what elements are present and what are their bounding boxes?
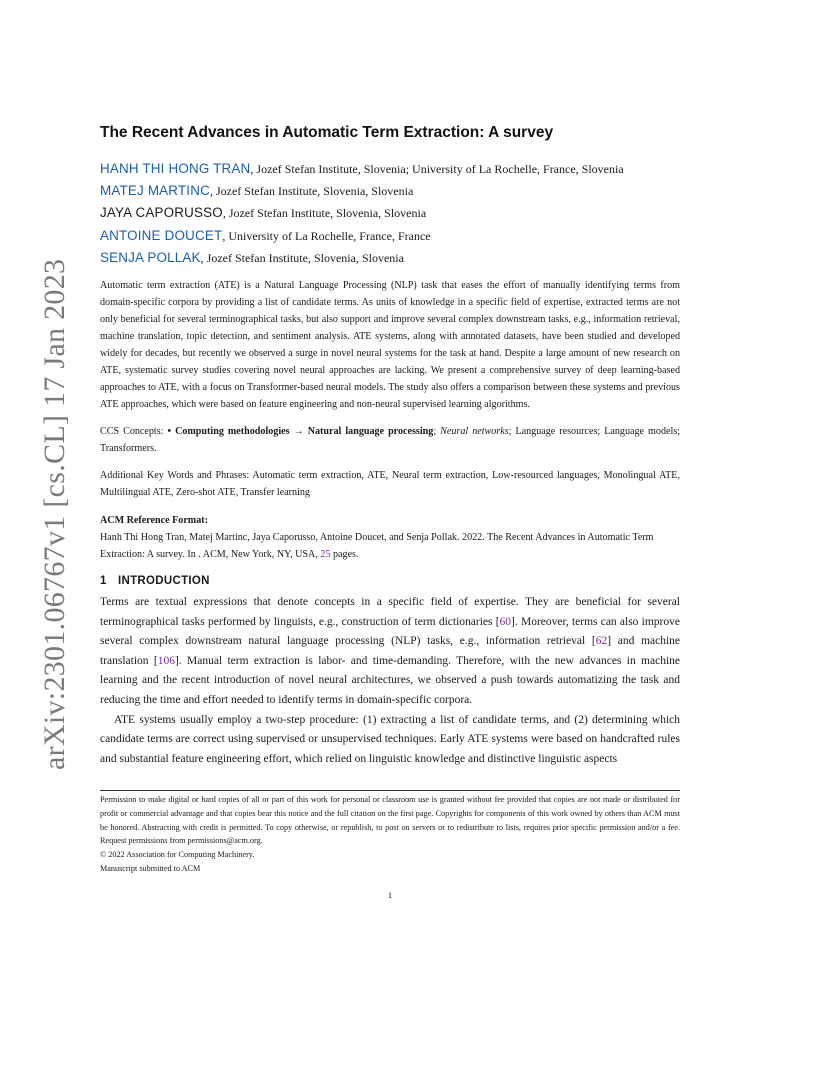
citation-link[interactable]: 60 [499,615,512,628]
ccs-concepts [100,423,680,457]
author-affiliation: , Jozef Stefan Institute, Slovenia; University of La Rochelle, France, Slovenia [250,162,624,176]
section-title: INTRODUCTION [118,575,210,588]
paper-front-matter [100,124,680,769]
body-text: ]. Moreover, terms can also improve several complex downstream natural language processing (NLP) tasks, e.g., information retrieval [ [100,615,680,648]
author-name: JAYA CAPORUSSO [100,205,223,221]
acm-reference-text-end: pages. [330,549,359,561]
ccs-separator: ; [433,426,441,438]
acm-reference-text: Hanh Thi Hong Tran, Matej Martinc, Jaya Caporusso, Antoine Doucet, and Senja Pollak. 2022. The Recent Advances in Automatic Term Extraction: A survey. In . ACM, New York, NY, USA, [100,532,654,561]
body-text: ] and machine translation [ [100,635,680,667]
pages-link[interactable]: 25 [320,549,331,561]
permission-notice: Permission to make digital or hard copies of all or part of this work for personal or classroom use is granted without fee provided that copies are not made or distributed for profit or commercial advantage and that copies bear this notice and the full citation on the first page. Copyrights for components of this work owned by others than ACM must be honored. Abstracting with credit is permitted. To copy otherwise, or republish, to post on servers or to redistribute to lists, requires prior specific permission and/or a fee. Request permissions from permissions@acm.org. [100,795,680,846]
author-entry [100,225,680,247]
intro-paragraph-1 [100,593,680,711]
footnote-divider [100,790,680,791]
author-affiliation: , Jozef Stefan Institute, Slovenia, Slovenia [209,184,414,199]
acm-reference-heading: ACM Reference Format: [100,515,208,527]
section-heading [100,575,680,587]
citation-link[interactable]: 62 [595,635,608,648]
author-affiliation: , University of La Rochelle, France, France [222,228,431,243]
author-name-link[interactable]: ANTOINE DOUCET [100,227,223,243]
body-text: Terms are textual expressions that denote concepts in a specific field of expertise. They are beneficial for several terminographical tasks performed by linguists, e.g., construction of term dictionaries [ [100,596,680,628]
intro-paragraph-2: ATE systems usually employ a two-step procedure: (1) extracting a list of candidate terms, and (2) determining which candidate terms are correct using supervised or unsupervised techniques. Early ATE systems were based on handcrafted rules and substantial feature engineering effort, which relied on linguistic knowledge and distinctive linguistic aspects [100,713,680,765]
ccs-bold-concept: Computing methodologies → Natural language processing [175,426,434,438]
section-number: 1 [100,575,107,588]
author-name-link[interactable]: HANH THI HONG TRAN [100,161,251,176]
author-affiliation: , Jozef Stefan Institute, Slovenia, Slovenia [222,206,427,221]
manuscript-notice: Manuscript submitted to ACM [100,863,201,873]
footnote-block [100,793,680,876]
paper-title: The Recent Advances in Automatic Term Extraction: A survey [100,124,554,141]
body-text: ]. Manual term extraction is labor- and time-demanding. Therefore, with the new advances in machine learning and the recent introduction of novel neural architectures, we observed a push towards automatizing the task and reducing the time and effort needed to identify terms in domain-specific corpora. [100,654,680,706]
abstract: Automatic term extraction (ATE) is a Natural Language Processing (NLP) task that eases the effort of manually identifying terms from domain-specific corpora by providing a list of candidate terms. As units of knowledge in a specific field of expertise, extracted terms are not only beneficial for several terminographical tasks, but also support and improve several complex downstream tasks, e.g., information retrieval, machine translation, topic detection, and sentiment analysis. ATE systems, along with annotated datasets, have been studied and developed widely for decades, but recently we observed a surge in novel neural systems for the task at hand. Despite a large amount of new research on ATE, systematic survey studies covering novel neural approaches are lacking. We present a comprehensive survey of deep learning-based approaches to ATE, with a focus on Transformer-based neural models. The study also offers a comparison between these systems and previous ATE approaches, which were based on feature engineering and non-neural supervised learning algorithms. [100,280,680,411]
citation-link[interactable]: 106 [157,654,175,667]
author-name-link[interactable]: SENJA POLLAK [100,249,201,265]
author-entry [100,180,680,202]
arxiv-identifier-sidebar: arXiv:2301.06767v1 [cs.CL] 17 Jan 2023 [38,258,71,770]
ccs-italic-concept: Neural networks [440,426,509,438]
author-name-link[interactable]: MATEJ MARTINC [100,183,210,199]
author-affiliation: , Jozef Stefan Institute, Slovenia, Slovenia [200,250,404,265]
author-list [100,158,680,269]
page-number: 1 [387,890,393,900]
ccs-rest: ; Language resources; Language models; Transformers. [100,426,681,455]
acm-reference [100,529,680,563]
author-entry [100,202,680,224]
ccs-bullet: • [167,426,176,438]
copyright-notice: © 2022 Association for Computing Machinery. [100,850,255,860]
author-entry [100,247,680,269]
keywords: Additional Key Words and Phrases: Automatic term extraction, ATE, Neural term extraction, Low-resourced languages, Monolingual ATE, Multilingual ATE, Zero-shot ATE, Transfer learning [100,470,680,499]
author-entry [100,158,680,180]
ccs-label: CCS Concepts: [100,426,168,438]
